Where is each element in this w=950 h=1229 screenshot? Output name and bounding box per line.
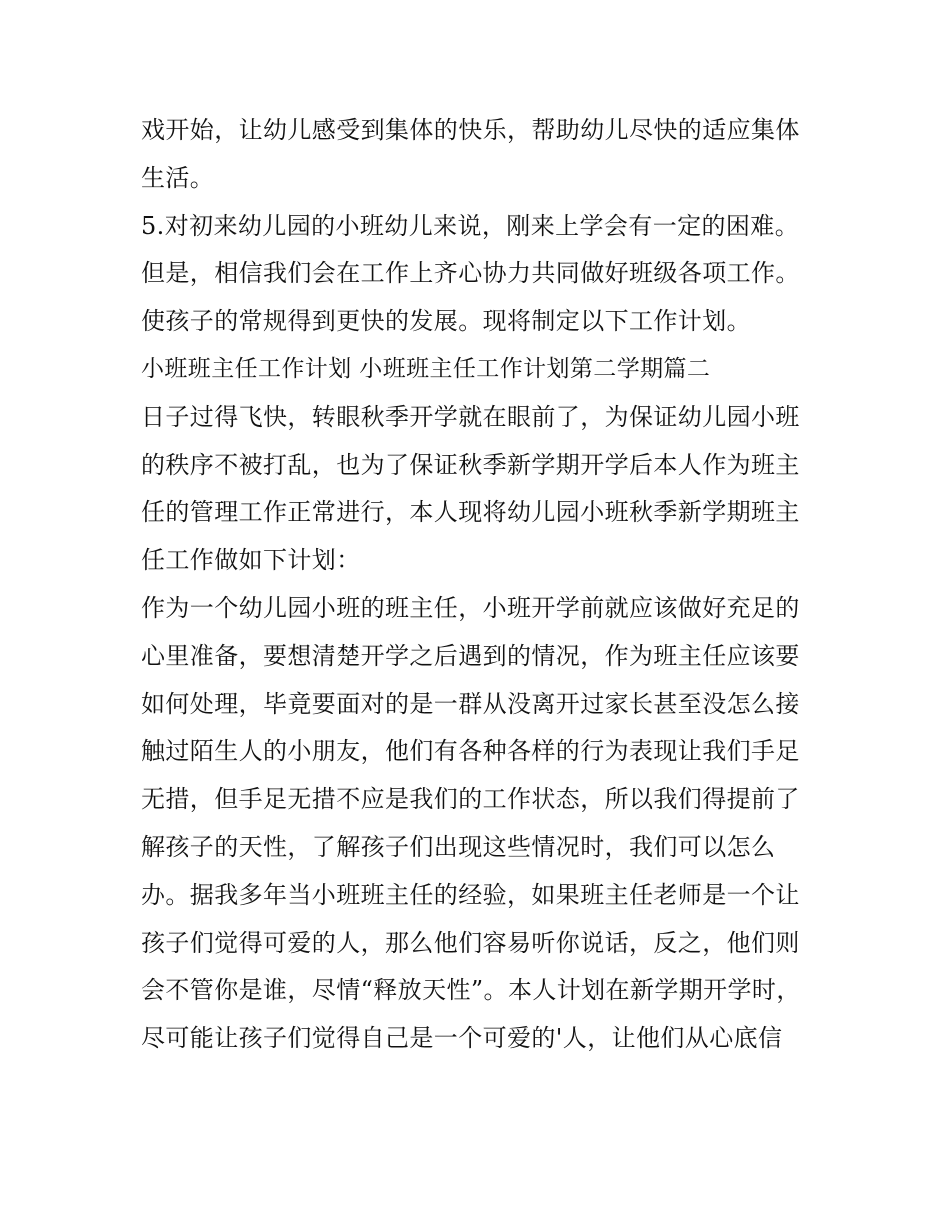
text-line: 作为一个幼儿园小班的班主任，小班开学前就应该做好充足的 bbox=[141, 593, 800, 622]
text-line: 孩子们觉得可爱的人，那么他们容易听你说话，反之，他们则 bbox=[141, 928, 800, 957]
section-heading: 小班班主任工作计划 小班班主任工作计划第二学期篇二 bbox=[141, 355, 711, 382]
text-line: 触过陌生人的小朋友，他们有各种各样的行为表现让我们手足 bbox=[141, 737, 800, 766]
text-line: 尽可能让孩子们觉得自己是一个可爱的'人，让他们从心底信 bbox=[141, 1024, 783, 1053]
body-text bbox=[141, 107, 821, 1063]
text-line: 日子过得飞快，转眼秋季开学就在眼前了，为保证幼儿园小班 bbox=[141, 402, 800, 431]
text-line: 戏开始，让幼儿感受到集体的快乐，帮助幼儿尽快的适应集体 bbox=[141, 116, 800, 144]
text-line: 如何处理，毕竟要面对的是一群从没离开过家长甚至没怎么接 bbox=[141, 689, 800, 718]
text-line: 会不管你是谁，尽情“释放天性”。本人计划在新学期开学时， bbox=[141, 976, 801, 1005]
text-line: 的秩序不被打乱，也为了保证秋季新学期开学后本人作为班主 bbox=[141, 450, 800, 479]
text-line: 任工作做如下计划： bbox=[141, 546, 361, 575]
text-line: 办。据我多年当小班班主任的经验，如果班主任老师是一个让 bbox=[141, 880, 800, 909]
text-line: 5.对初来幼儿园的小班幼儿来说，刚来上学会有一定的困难。 bbox=[141, 211, 800, 240]
text-line: 任的管理工作正常进行，本人现将幼儿园小班秋季新学期班主 bbox=[141, 498, 800, 527]
text-line: 使孩子的常规得到更快的发展。现将制定以下工作计划。 bbox=[141, 307, 751, 336]
text-line: 心里准备，要想清楚开学之后遇到的情况，作为班主任应该要 bbox=[141, 641, 800, 670]
text-line: 生活。 bbox=[141, 163, 215, 192]
text-line: 但是，相信我们会在工作上齐心协力共同做好班级各项工作。 bbox=[141, 259, 800, 288]
text-line: 解孩子的天性，了解孩子们出现这些情况时，我们可以怎么 bbox=[141, 832, 776, 861]
text-line: 无措，但手足无措不应是我们的工作状态，所以我们得提前了 bbox=[141, 785, 800, 814]
